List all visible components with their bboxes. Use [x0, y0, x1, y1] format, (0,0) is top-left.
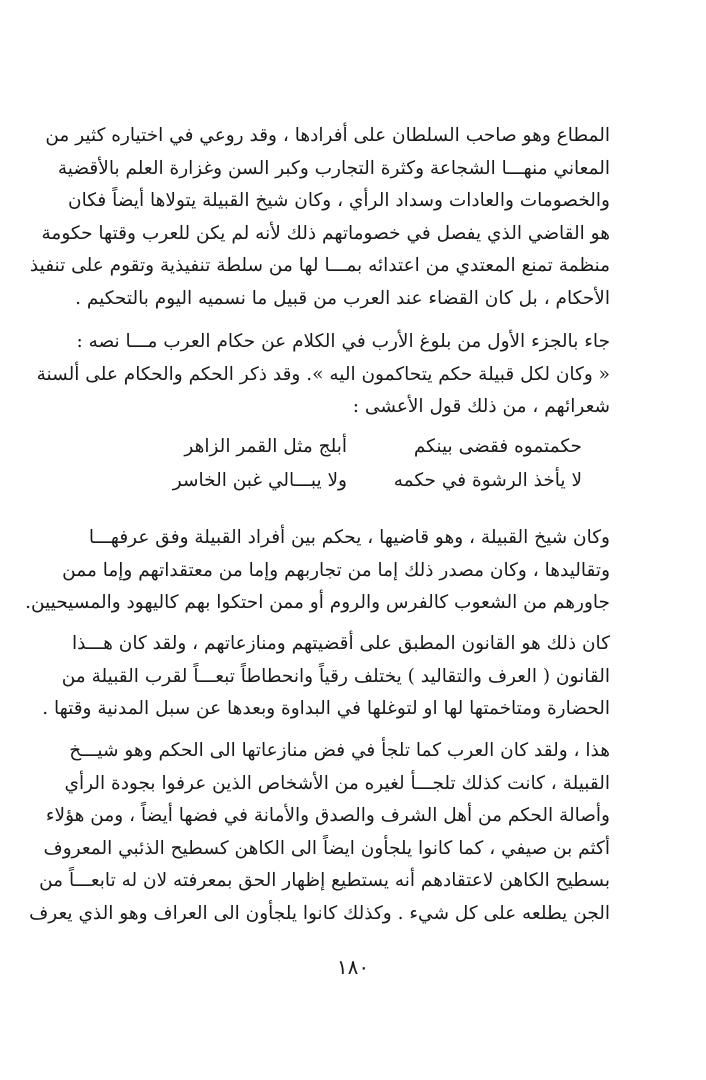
text-line: جاورهم من الشعوب كالفرس والروم أو ممن احتكوا بهم كاليهود والمسيحيين. [25, 592, 610, 613]
text-line: القبيلة ، كانت كذلك تلجـــأ لغيره من الأشخاص الذين عرفوا بجودة الرأي [64, 772, 610, 794]
text-line: « وكان لكل قبيلة حكم يتحاكمون اليه ». وقد ذكر الحكم والحكام على ألسنة [36, 363, 610, 385]
page-number: ١٨٠ [336, 955, 370, 979]
paragraph-1 [29, 120, 610, 315]
text-line: منظمة تمنع المعتدي من اعتدائه بمـــا لها من سلطة تنفيذية وتقوم على تنفيذ [29, 255, 610, 276]
text-line: بسطيح الكاهن لاعتقادهم أنه يستطيع إظهار الحق بمعرفته لان له تابعـــاً من [39, 870, 610, 891]
poem-hemistich-first: حكمتموه فقضى بينكم [413, 436, 582, 457]
text-line: هذا ، ولقد كان العرب كما تلجأ في فض منازعاتها الى الحكم وهو شيـــخ [69, 740, 610, 761]
poem-hemistich-second: أبلج مثل القمر الزاهر [184, 436, 347, 457]
text-line: القانون ( العرف والتقاليد ) يختلف رقياً وانحطاطاً تبعـــاً لقرب القبيلة من [61, 665, 610, 687]
text-line: الجن يطلعه على كل شيء . وكذلك كانوا يلجأون الى العراف وهو الذي يعرف [29, 902, 610, 924]
text-line: والخصومات والعادات وسداد الرأي ، وكان شيخ القبيلة يتولاها أيضاً فكان [67, 190, 610, 211]
text-line: المعاني منهـــا الشجاعة وكثرة التجارب وكبر السن وغزارة العلم بالأقضية [57, 157, 610, 179]
paragraph-4 [42, 628, 610, 726]
text-line: الحضارة ومتاخمتها لها او لتوغلها في البداوة وبعدها عن سبل المدنية وقتها . [42, 698, 610, 719]
poem-verse [112, 464, 582, 498]
paragraph-3 [25, 522, 610, 620]
poem-verses [112, 430, 582, 498]
paragraph-2 [36, 326, 610, 424]
text-line: شعرائهم ، من ذلك قول الأعشى : [352, 396, 610, 417]
paragraph-5 [29, 735, 610, 930]
text-line: المطاع وهو صاحب السلطان على أفرادها ، وقد روعي في اختياره كثير من [45, 125, 610, 146]
text-line: كان ذلك هو القانون المطبق على أقضيتهم ومنازعاتهم ، ولقد كان هـــذا [72, 633, 610, 654]
text-line: وتقاليدها ، وكان مصدر ذلك إما من تجاربهم وإما من معتقداتهم وإما ممن [62, 559, 610, 581]
poem-hemistich-first: لا يأخذ الرشوة في حكمه [393, 470, 582, 491]
poem-verse [112, 430, 582, 464]
poem-hemistich-second: ولا يبـــالي غبن الخاسر [172, 470, 347, 491]
text-line: جاء بالجزء الأول من بلوغ الأرب في الكلام عن حكام العرب مـــا نصه : [76, 331, 610, 352]
text-line: هو القاضي الذي يفصل في خصوماتهم ذلك لأنه لم يكن للعرب وقتها حكومة [41, 222, 610, 244]
text-line: أكثم بن صيفي ، كما كانوا يلجأون ايضاً الى الكاهن كسطيح الذئبي المعروف [43, 837, 610, 859]
text-line: الأحكام ، بل كان القضاء عند العرب من قبيل ما نسميه اليوم بالتحكيم . [75, 287, 610, 309]
text-line: وأصالة الحكم من أهل الشرف والصدق والأمانة في فضها أيضاً ، ومن هؤلاء [45, 805, 610, 826]
text-line: وكان شيخ القبيلة ، وهو قاضيها ، يحكم بين أفراد القبيلة وفق عرفهـــا [88, 527, 610, 548]
